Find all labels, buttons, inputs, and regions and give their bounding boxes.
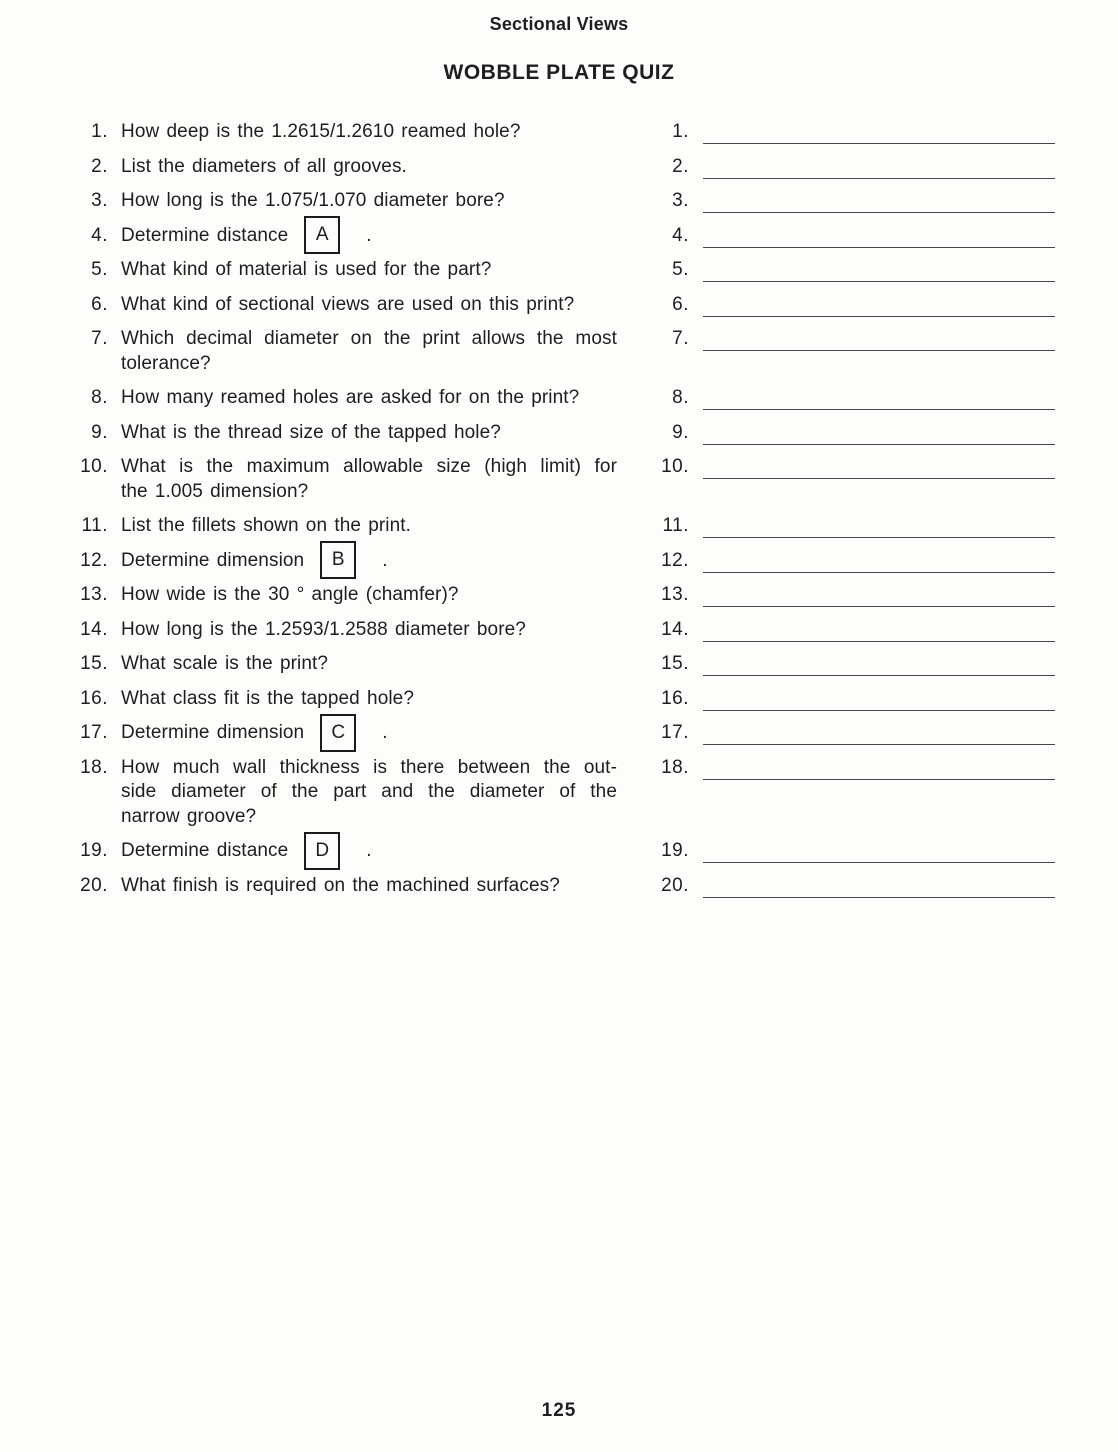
answer-number: 4. — [672, 224, 689, 246]
answer-blank-line — [703, 584, 1055, 607]
question-line: tolerance? — [121, 352, 211, 374]
answer-blank-line — [703, 422, 1055, 445]
question-number: 16. — [80, 687, 108, 709]
question-text — [121, 687, 617, 712]
quiz-row — [58, 293, 1055, 318]
question-number: 10. — [80, 456, 108, 477]
question-text — [121, 258, 617, 283]
question-text — [121, 189, 617, 214]
question-text — [121, 224, 617, 249]
question-line: Determine distance D . — [121, 839, 617, 864]
question-text — [121, 327, 617, 376]
answer-number: 17. — [661, 722, 689, 743]
quiz-row — [58, 155, 1055, 180]
answer-number: 10. — [661, 456, 689, 477]
quiz-row — [58, 756, 1055, 830]
question-number: 15. — [80, 653, 108, 674]
question-text — [121, 293, 617, 318]
question-number: 7. — [91, 328, 108, 349]
answer-blank-line — [703, 550, 1055, 573]
question-text — [121, 549, 617, 574]
quiz-row — [58, 224, 1055, 249]
question-number: 9. — [91, 421, 108, 443]
question-number: 14. — [80, 618, 108, 640]
question-text — [121, 652, 617, 677]
quiz-row — [58, 421, 1055, 446]
question-line: What is the thread size of the tapped hole? — [121, 421, 501, 443]
boxed-letter: A — [304, 216, 340, 254]
question-line: How deep is the 1.2615/1.2610 reamed hole? — [121, 121, 521, 142]
answer-blank-line — [703, 722, 1055, 745]
question-number: 3. — [91, 190, 108, 211]
question-text — [121, 874, 617, 899]
answer-number: 20. — [661, 874, 689, 896]
question-text — [121, 120, 617, 145]
page-title: WOBBLE PLATE QUIZ — [443, 61, 675, 84]
question-line: How wide is the 30 ° angle (chamfer)? — [121, 584, 459, 605]
period-after-box: . — [366, 840, 372, 861]
quiz-row — [58, 455, 1055, 504]
answer-blank-line — [703, 619, 1055, 642]
question-line: How long is the 1.075/1.070 diameter bore? — [121, 190, 505, 211]
boxed-letter: D — [304, 832, 340, 870]
quiz-row — [58, 652, 1055, 677]
question-line: Determine dimension B . — [121, 549, 617, 574]
question-line: List the fillets shown on the print. — [121, 515, 412, 536]
question-line: narrow groove? — [121, 805, 257, 827]
quiz-row — [58, 583, 1055, 608]
question-text — [121, 756, 617, 830]
quiz-row — [58, 327, 1055, 376]
question-text — [121, 155, 617, 180]
question-text — [121, 421, 617, 446]
question-number: 18. — [80, 756, 108, 778]
question-number: 2. — [91, 155, 108, 177]
quiz-row — [58, 549, 1055, 574]
question-line: Which decimal diameter on the print allows the most — [121, 328, 617, 349]
question-text — [121, 583, 617, 608]
question-line: What is the maximum allowable size (high limit) for — [121, 456, 617, 477]
answer-blank-line — [703, 225, 1055, 248]
answer-blank-line — [703, 190, 1055, 213]
question-number: 1. — [91, 121, 108, 142]
question-text — [121, 514, 617, 539]
question-line: List the diameters of all grooves. — [121, 155, 407, 177]
answer-blank-line — [703, 688, 1055, 711]
question-line: side diameter of the part and the diameter of the — [121, 781, 617, 802]
question-number: 8. — [91, 387, 108, 408]
question-number: 11. — [81, 515, 108, 536]
answer-blank-line — [703, 259, 1055, 282]
answer-blank-line — [703, 294, 1055, 317]
period-after-box: . — [382, 549, 388, 571]
question-number: 12. — [80, 549, 108, 571]
answer-blank-line — [703, 387, 1055, 410]
question-number: 5. — [91, 259, 108, 280]
quiz-row — [58, 258, 1055, 283]
quiz-row — [58, 514, 1055, 539]
page-number: 125 — [541, 1400, 577, 1421]
question-line: Determine distance A . — [121, 224, 617, 249]
answer-blank-line — [703, 328, 1055, 351]
question-text — [121, 839, 617, 864]
answer-number: 11. — [662, 515, 689, 536]
question-line: What scale is the print? — [121, 653, 329, 674]
quiz-row — [58, 687, 1055, 712]
answer-blank-line — [703, 121, 1055, 144]
boxed-letter: C — [320, 714, 356, 752]
answer-number: 1. — [672, 121, 689, 142]
answer-blank-line — [703, 653, 1055, 676]
quiz-row — [58, 874, 1055, 899]
answer-number: 7. — [672, 328, 689, 349]
question-line: Determine dimension C . — [121, 721, 617, 746]
answer-blank-line — [703, 515, 1055, 538]
answer-number: 16. — [661, 687, 689, 709]
question-line: What finish is required on the machined surfaces? — [121, 874, 560, 896]
question-line: How many reamed holes are asked for on the print? — [121, 387, 580, 408]
quiz-row — [58, 721, 1055, 746]
question-line: How much wall thickness is there between the out- — [121, 756, 617, 778]
period-after-box: . — [382, 722, 388, 743]
question-line: What class fit is the tapped hole? — [121, 687, 415, 709]
answer-blank-line — [703, 840, 1055, 863]
question-number: 19. — [80, 840, 108, 861]
question-text — [121, 455, 617, 504]
question-line: the 1.005 dimension? — [121, 480, 309, 502]
question-text — [121, 721, 617, 746]
quiz-row — [58, 618, 1055, 643]
answer-number: 19. — [661, 840, 689, 861]
question-text — [121, 618, 617, 643]
question-line: What kind of sectional views are used on this print? — [121, 293, 575, 315]
answer-blank-line — [703, 757, 1055, 780]
answer-number: 8. — [672, 387, 689, 408]
answer-number: 6. — [672, 293, 689, 315]
answer-blank-line — [703, 875, 1055, 898]
quiz-row — [58, 839, 1055, 864]
question-text — [121, 386, 617, 411]
period-after-box: . — [366, 224, 372, 246]
question-number: 20. — [80, 874, 108, 896]
answer-number: 15. — [661, 653, 689, 674]
question-number: 17. — [80, 722, 108, 743]
section-header: Sectional Views — [489, 14, 629, 34]
answer-number: 18. — [661, 756, 689, 778]
answer-blank-line — [703, 456, 1055, 479]
question-number: 13. — [80, 584, 108, 605]
boxed-letter: B — [320, 541, 356, 579]
answer-number: 12. — [661, 549, 689, 571]
question-line: What kind of material is used for the part? — [121, 259, 492, 280]
answer-number: 5. — [672, 259, 689, 280]
quiz-row — [58, 120, 1055, 145]
answer-blank-line — [703, 156, 1055, 179]
question-line: How long is the 1.2593/1.2588 diameter bore? — [121, 618, 526, 640]
quiz-list — [58, 120, 1055, 908]
answer-number: 14. — [661, 618, 689, 640]
quiz-row — [58, 189, 1055, 214]
question-number: 6. — [91, 293, 108, 315]
answer-number: 2. — [672, 155, 689, 177]
question-number: 4. — [91, 224, 108, 246]
answer-number: 3. — [672, 190, 689, 211]
quiz-row — [58, 386, 1055, 411]
answer-number: 9. — [672, 421, 689, 443]
answer-number: 13. — [661, 584, 689, 605]
